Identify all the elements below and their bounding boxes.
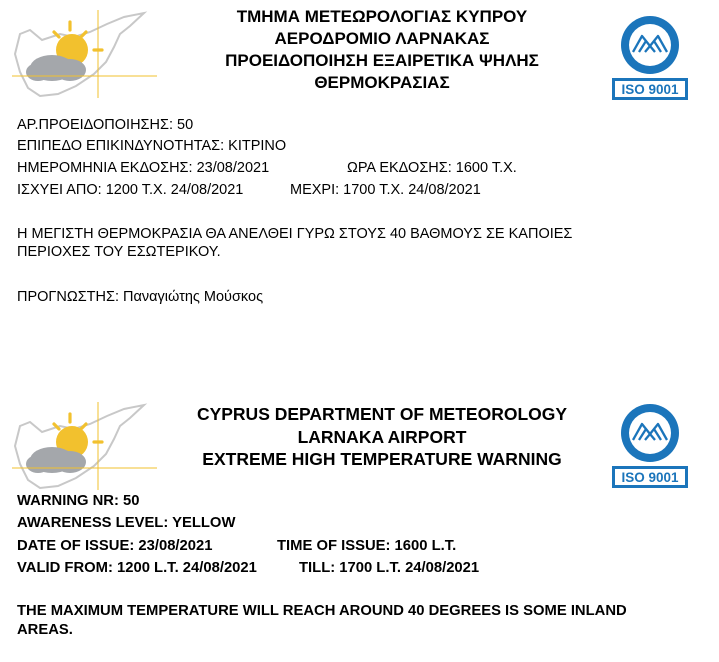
english-time-of-issue: TIME OF ISSUE: 1600 L.T. <box>277 538 457 554</box>
met-weather-logo-en <box>12 402 157 492</box>
english-header-line-1: CYPRUS DEPARTMENT OF METEOROLOGY <box>196 404 568 424</box>
greek-header-line-3: ΠΡΟΕΙΔΟΠΟΙΗΣΗ ΕΞΑΙΡΕΤΙΚΑ ΨΗΛΗΣ <box>225 51 539 70</box>
greek-valid-from: ΙΣΧΥΕΙ ΑΠΟ: 1200 Τ.Χ. 24/08/2021 <box>17 182 244 198</box>
english-header-line-3: EXTREME HIGH TEMPERATURE WARNING <box>202 449 562 469</box>
greek-date-of-issue: ΗΜΕΡΟΜΗΝΙΑ ΕΚΔΟΣΗΣ: 23/08/2021 <box>17 160 270 176</box>
greek-header-line-4: ΘΕΡΜΟΚΡΑΣΙΑΣ <box>314 73 450 92</box>
iso-9001-badge-en <box>606 402 694 490</box>
greek-valid-till: ΜΕΧΡΙ: 1700 Τ.Χ. 24/08/2021 <box>290 182 481 198</box>
english-date-of-issue: DATE OF ISSUE: 23/08/2021 <box>17 538 213 554</box>
greek-awareness-level: ΕΠΙΠΕΔΟ ΕΠΙΚΙΝΔΥΝΟΤΗΤΑΣ: ΚΙΤΡΙΝΟ <box>17 138 287 154</box>
english-valid-from: VALID FROM: 1200 L.T. 24/08/2021 <box>17 560 257 576</box>
english-header <box>172 403 592 471</box>
iso-badge-label: ISO 9001 <box>621 82 679 97</box>
greek-forecaster: ΠΡΟΓΝΩΣΤΗΣ: Παναγιώτης Μούσκος <box>17 289 264 305</box>
english-valid-till: TILL: 1700 L.T. 24/08/2021 <box>299 560 480 576</box>
greek-warning-number: ΑΡ.ΠΡΟΕΙΔΟΠΟΙΗΣΗΣ: 50 <box>17 117 194 133</box>
english-awareness-level: AWARENESS LEVEL: YELLOW <box>17 515 236 531</box>
iso-badge-label: ISO 9001 <box>621 470 679 485</box>
greek-message-line-1: Η ΜΕΓΙΣΤΗ ΘΕΡΜΟΚΡΑΣΙΑ ΘΑ ΑΝΕΛΘΕΙ ΓΥΡΩ ΣΤΟΥΣ 40 ΒΑΘΜΟΥΣ ΣΕ ΚΑΠΟΙΕΣ <box>17 226 573 242</box>
greek-time-of-issue: ΩΡΑ ΕΚΔΟΣΗΣ: 1600 Τ.Χ. <box>347 160 517 176</box>
english-message-line-1: THE MAXIMUM TEMPERATURE WILL REACH AROUND 40 DEGREES IS SOME INLAND <box>17 603 627 619</box>
english-message-line-2: AREAS. <box>17 622 73 638</box>
met-weather-logo <box>12 10 157 100</box>
greek-header-line-2: ΑΕΡΟΔΡΟΜΙΟ ΛΑΡΝΑΚΑΣ <box>274 29 490 48</box>
iso-9001-badge <box>606 14 694 102</box>
greek-message-line-2: ΠΕΡΙΟΧΕΣ ΤΟΥ ΕΣΩΤΕΡΙΚΟΥ. <box>17 244 221 260</box>
greek-header-line-1: ΤΜΗΜΑ ΜΕΤΕΩΡΟΛΟΓΙΑΣ ΚΥΠΡΟΥ <box>236 7 528 26</box>
greek-header <box>190 6 574 94</box>
english-header-line-2: LARNAKA AIRPORT <box>297 426 467 447</box>
english-warning-number: WARNING NR: 50 <box>17 493 140 509</box>
